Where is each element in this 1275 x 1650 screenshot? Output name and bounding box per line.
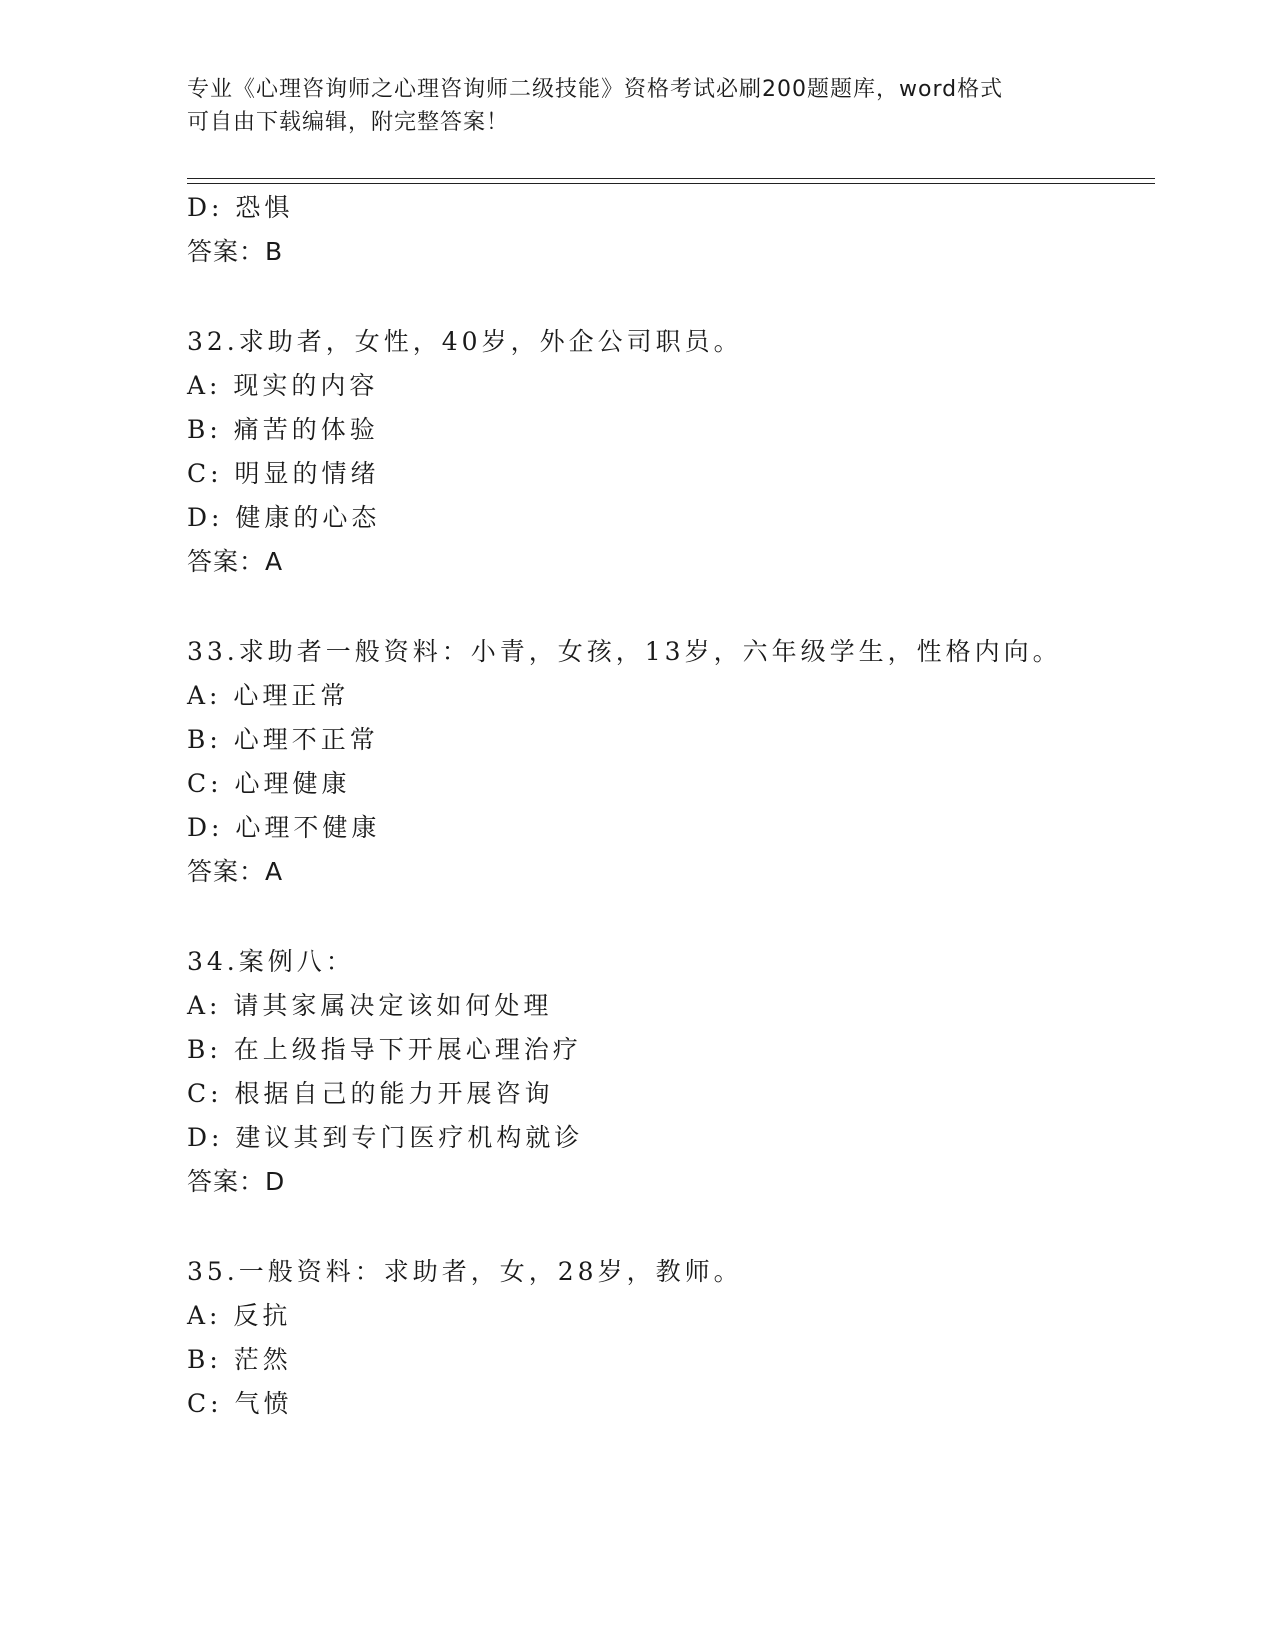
question-stem: 33.求助者一般资料：小青，女孩，13岁，六年级学生，性格内向。 — [187, 637, 1062, 666]
option-b: B: 在上级指导下开展心理治疗 — [187, 1035, 582, 1064]
option-a: A: 请其家属决定该如何处理 — [187, 991, 553, 1020]
option-c: C: 明显的情绪 — [187, 459, 380, 488]
option-c: C: 气愤 — [187, 1389, 293, 1418]
header-line-1: 专业《心理咨询师之心理咨询师二级技能》资格考试必刷200题题库，word格式 — [187, 77, 1004, 102]
document-header — [187, 73, 1087, 139]
option-d: D: 恐惧 — [187, 193, 294, 222]
option-d: D: 建议其到专门医疗机构就诊 — [187, 1123, 584, 1152]
question-stem: 35.一般资料：求助者，女，28岁，教师。 — [187, 1257, 743, 1286]
option-b: B: 痛苦的体验 — [187, 415, 379, 444]
answer-line: 答案：A — [187, 857, 284, 886]
option-c: C: 心理健康 — [187, 769, 351, 798]
option-a: A: 现实的内容 — [187, 371, 379, 400]
header-double-rule — [187, 178, 1155, 184]
answer-line: 答案：B — [187, 237, 284, 266]
option-a: A: 心理正常 — [187, 681, 350, 710]
answer-line: 答案：A — [187, 547, 284, 576]
option-d: D: 心理不健康 — [187, 813, 381, 842]
option-c: C: 根据自己的能力开展咨询 — [187, 1079, 554, 1108]
answer-line: 答案：D — [187, 1167, 286, 1196]
header-line-2: 可自由下载编辑，附完整答案！ — [187, 110, 510, 135]
option-b: B: 心理不正常 — [187, 725, 379, 754]
question-stem: 34.案例八： — [187, 947, 355, 976]
option-b: B: 茫然 — [187, 1345, 292, 1374]
option-a: A: 反抗 — [187, 1301, 292, 1330]
option-d: D: 健康的心态 — [187, 503, 381, 532]
question-stem: 32.求助者，女性，40岁，外企公司职员。 — [187, 327, 743, 356]
